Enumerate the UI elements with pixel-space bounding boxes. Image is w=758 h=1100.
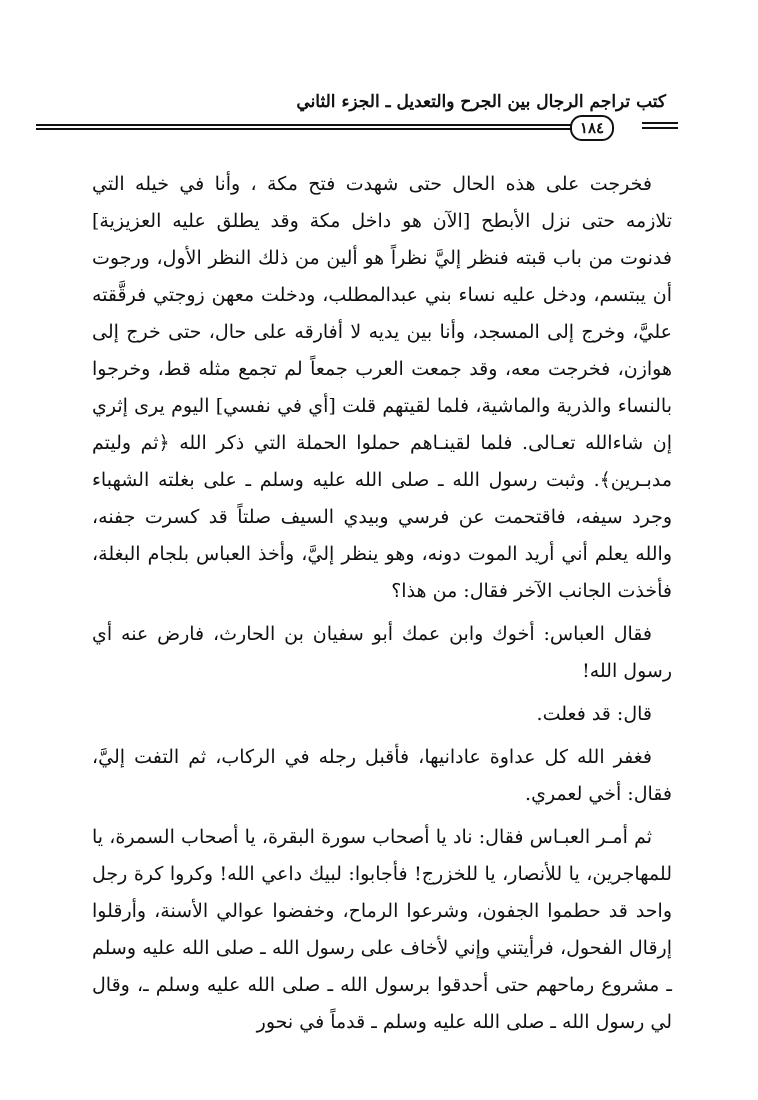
body-text <box>92 166 672 1043</box>
paragraph: فخرجت على هذه الحال حتى شهدت فتح مكة ، وأنا في خيله التي تلازمه حتى نزل الأبطح [الآن هو داخل مكة وقد يطلق عليه العزيزية] فدنوت من باب قبته فنظر إليَّ نظراً هو ألين من ذلك النظر الأول، ورجوت أن يبتسم، ودخل عليه نساء بني عبدالمطلب، ودخلت معهن زوجتي فرقَّقته عليَّ، وخرج إلى المسجد، وأنا بين يديه لا أفارقه على حال، حتى خرج إلى هوازن، فخرجت معه، وقد جمعت العرب جمعاً لم تجمع مثله قط، وخرجوا بالنساء والذرية والماشية، فلما لقيتهم قلت [أي في نفسي] اليوم يرى إثري إن شاءالله تعـالى. فلما لقينـاهم حملوا الحملة التي ذكر الله ﴿ثم وليتم مدبـرين﴾. وثبت رسول الله ـ صلى الله عليه وسلم ـ على بغلته الشهباء وجرد سيفه، فاقتحمت عن فرسي وبيدي السيف صلتاً قد كسرت جفنه، والله يعلم أني أريد الموت دونه، وهو ينظر إليَّ، وأخذ العباس بلجام البغلة، فأخذت الجانب الآخر فقال: من هذا؟ <box>92 173 673 602</box>
header-rule-line <box>36 124 606 126</box>
paragraph: فغفر الله كل عداوة عادانيها، فأقبل رجله في الركاب، ثم التفت إليَّ، فقال: أخي لعمري. <box>92 746 672 805</box>
header-rule-line <box>36 128 606 130</box>
paragraph: ثم أمـر العبـاس فقال: ناد يا أصحاب سورة البقرة، يا أصحاب السمرة، يا للمهاجرين، يا للأنصار، يا للخزرج! فأجابوا: لبيك داعي الله! وكروا كرة رجل واحد قد حطموا الجفون، وشرعوا الرماح، وخفضوا عوالي الأسنة، وأرقلوا إرقال الفحول، فرأيتني وإني لأخاف على رسول الله ـ صلى الله عليه وسلم ـ مشروع رماحهم حتى أحدقوا برسول الله ـ صلى الله عليه وسلم ـ، وقال لي رسول الله ـ صلى الله عليه وسلم ـ قدماً في نحور <box>92 826 672 1033</box>
header-rule-ornament <box>642 122 678 132</box>
running-header-title: كتب تراجم الرجال بين الجرح والتعديل ـ الجزء الثاني <box>296 92 666 112</box>
paragraph: فقال العباس: أخوك وابن عمك أبو سفيان بن الحارث، فارض عنه أي رسول الله! <box>92 623 672 682</box>
paragraph: قال: قد فعلت. <box>536 703 652 725</box>
page-number: ١٨٤ <box>570 115 614 141</box>
